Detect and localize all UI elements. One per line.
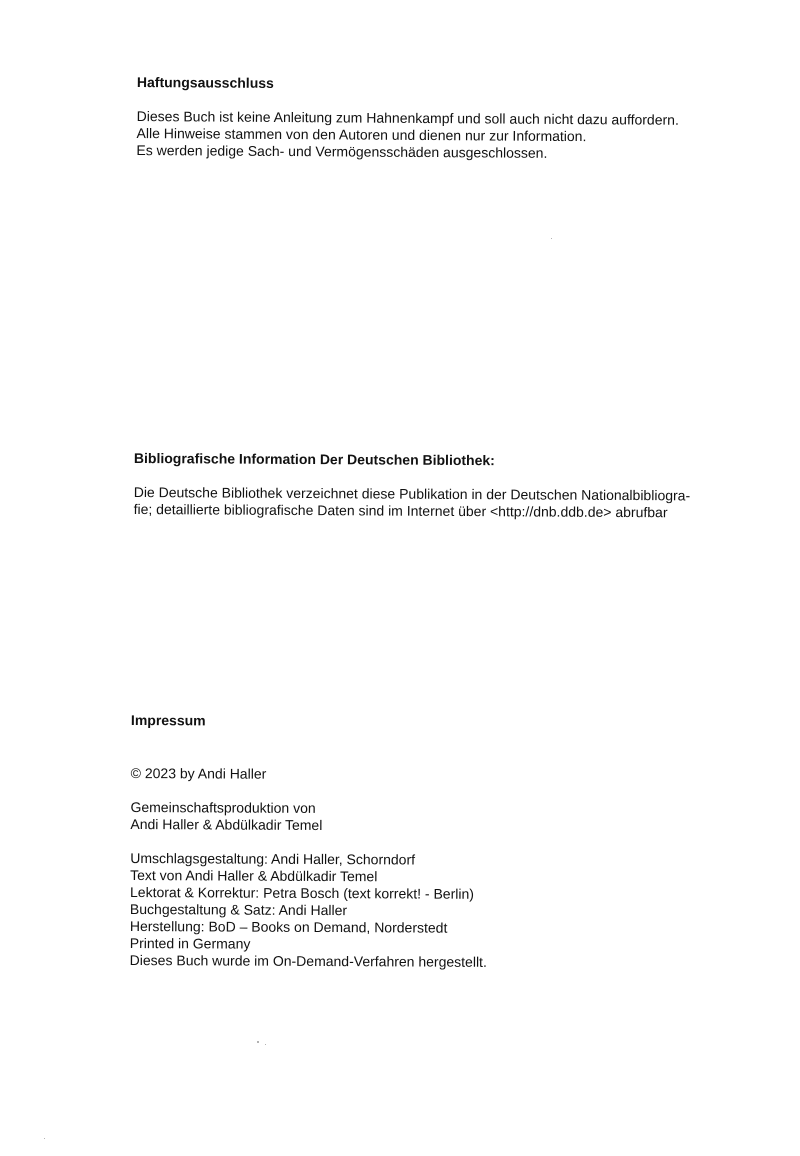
impressum-heading: Impressum [130,712,206,729]
coproduction-line: Andi Haller & Abdülkadir Temel [130,815,323,834]
disclaimer-text [136,108,776,163]
bibliography-text [134,484,784,522]
disclaimer-line: Dieses Buch ist keine Anleitung zum Hahnenkampf und soll auch nicht dazu auffordern. [136,107,679,128]
coproduction-line: Gemeinschaftsproduktion von [130,798,316,816]
disclaimer-line: Alle Hinweise stammen von den Autoren und dienen nur zur Information. [136,124,587,145]
credit-line: Lektorat & Korrektur: Petra Bosch (text korrekt! - Berlin) [130,883,474,902]
copyright-line: © 2023 by Andi Haller [130,764,267,782]
credit-line: Buchgestaltung & Satz: Andi Haller [129,900,348,919]
disclaimer-heading: Haftungsausschluss [136,73,274,91]
scan-speck [257,1041,259,1043]
bibliography-section [134,449,784,522]
credits-text [130,850,771,972]
coproduction-text [130,799,770,836]
scan-speck [265,1044,266,1045]
credit-line: Printed in Germany [129,934,251,952]
bibliography-line: fie; detaillierte bibliografische Daten sind im Internet über <http://dnb.ddb.de> abrufbar [133,500,668,521]
credit-line: Dieses Buch wurde im On-Demand-Verfahren hergestellt. [129,951,487,970]
credit-line: Herstellung: BoD – Books on Demand, Norderstedt [129,917,448,936]
disclaimer-section [136,73,777,163]
credit-line: Text von Andi Haller & Abdülkadir Temel [130,866,378,885]
scan-speck [551,238,552,239]
impressum-section [130,711,771,972]
bibliography-line: Die Deutsche Bibliothek verzeichnet diese Publikation in der Deutschen Nationalbibliogra- [133,483,691,504]
disclaimer-line: Es werden jedige Sach- und Vermögensschäden ausgeschlossen. [136,141,548,161]
credit-line: Umschlagsgestaltung: Andi Haller, Schorndorf [130,849,416,868]
bibliography-heading: Bibliografische Information Der Deutschen Bibliothek: [133,449,495,469]
scan-speck [44,1138,45,1139]
